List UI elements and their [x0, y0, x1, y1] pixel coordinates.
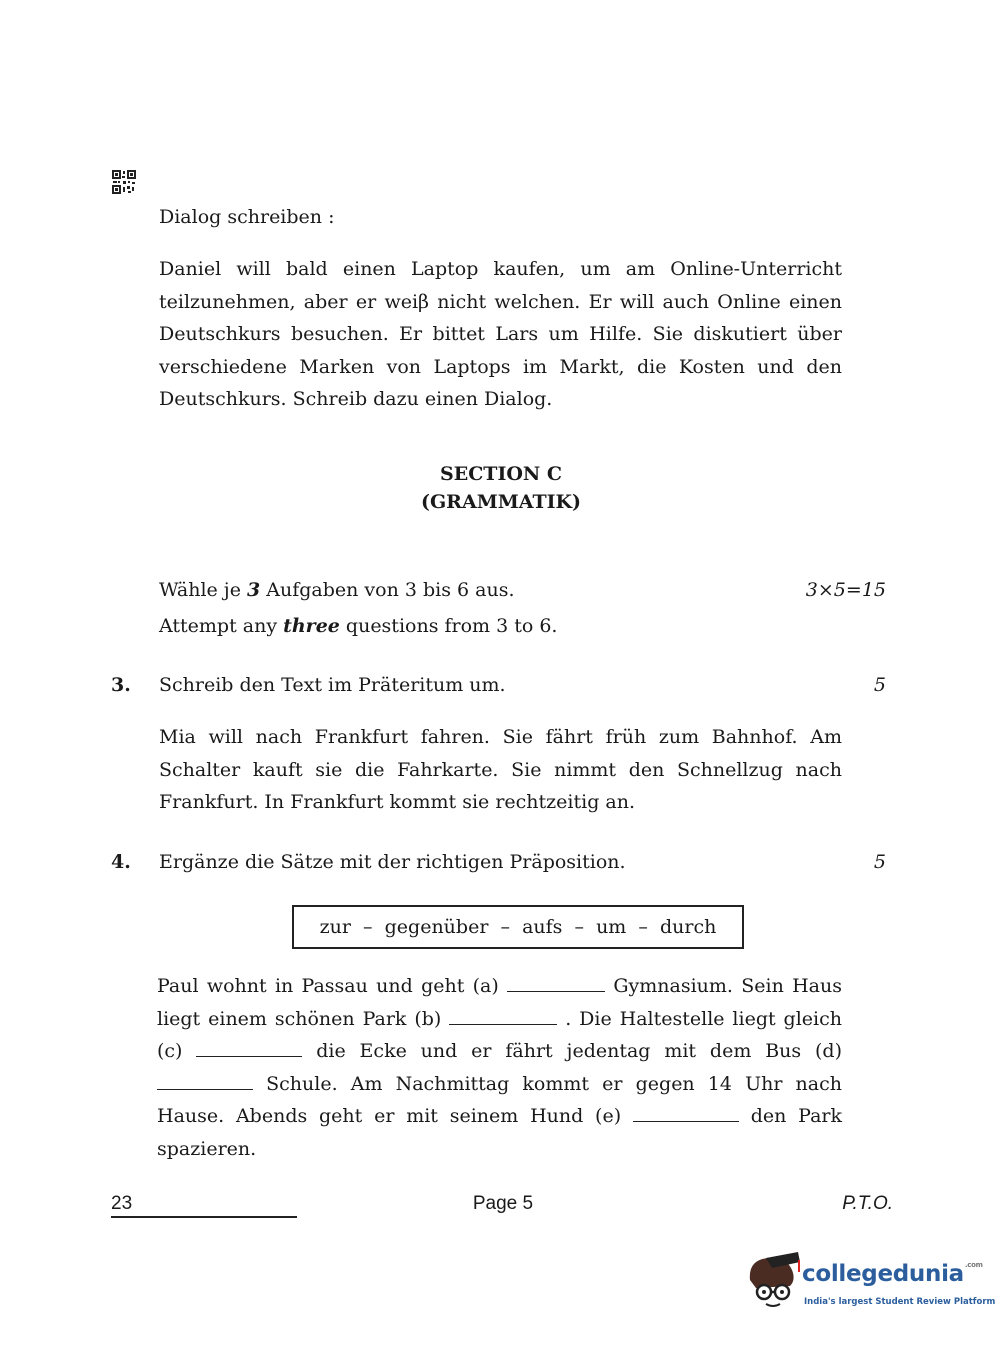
blank-a [507, 973, 605, 992]
dialog-text: Daniel will bald einen Laptop kaufen, um am Online-Unterricht teilzunehmen, aber er weiβ nicht welchen. Er will auch Online einen Deutschkurs besuchen. Er bittet Lars um Hilfe. Sie diskutiert über verschiedene Marken von Laptops im Markt, die Kosten und den Deutschkurs. Schreib dazu einen Dialog. [159, 258, 842, 411]
question-4-prompt: Ergänze die Sätze mit der richtigen Präposition. [159, 851, 626, 873]
question-4-marks: 5 [873, 851, 886, 873]
section-marks: 3×5=15 [805, 579, 886, 601]
section-subtitle: (GRAMMATIK) [420, 491, 582, 513]
question-3-prompt: Schreib den Text im Präteritum um. [159, 674, 506, 696]
collegedunia-mascot-icon [742, 1250, 804, 1312]
question-3-number: 3. [111, 674, 131, 696]
blank-e [633, 1103, 739, 1122]
word-box [292, 905, 744, 949]
question-4-text: Paul wohnt in Passau und geht (a) Gymnasium. Sein Haus liegt einem schönen Park (b) . Die Haltestelle liegt gleich (c) die Ecke und er fährt jedentag mit dem Bus (d) Schule. Am Nachmittag kommt er gegen 14 Uhr nach Hause. Abends geht er mit seinem Hund (e) den Park spazieren. [157, 970, 842, 1166]
logo-wordmark: collegedunia$^{.com}$ [802, 1261, 983, 1287]
section-title: SECTION C [439, 463, 562, 485]
blank-d [157, 1071, 253, 1090]
qr-code-icon [112, 170, 136, 194]
question-3-text: Mia will nach Frankfurt fahren. Sie fährt früh zum Bahnhof. Am Schalter kauft sie die Fahrkarte. Sie nimmt den Schnellzug nach Frankfurt. In Frankfurt kommt sie rechtzeitig an. [159, 726, 842, 814]
instruction-english: Attempt any three questions from 3 to 6. [159, 615, 558, 637]
footer-underline [111, 1216, 297, 1218]
pto-label: P.T.O. [842, 1193, 893, 1214]
instruction-german: Wähle je 3 Aufgaben von 3 bis 6 aus. [159, 579, 515, 601]
question-4-number: 4. [111, 851, 131, 873]
blank-b [449, 1006, 557, 1025]
logo-tagline: India's largest Student Review Platform [804, 1297, 996, 1307]
blank-c [196, 1038, 302, 1057]
word-box-text: zur – gegenüber – aufs – um – durch [319, 916, 717, 938]
dialog-heading: Dialog schreiben : [159, 206, 335, 228]
footer-code: 23 [111, 1193, 133, 1214]
question-3-marks: 5 [873, 674, 886, 696]
page-number: Page 5 [472, 1193, 534, 1214]
